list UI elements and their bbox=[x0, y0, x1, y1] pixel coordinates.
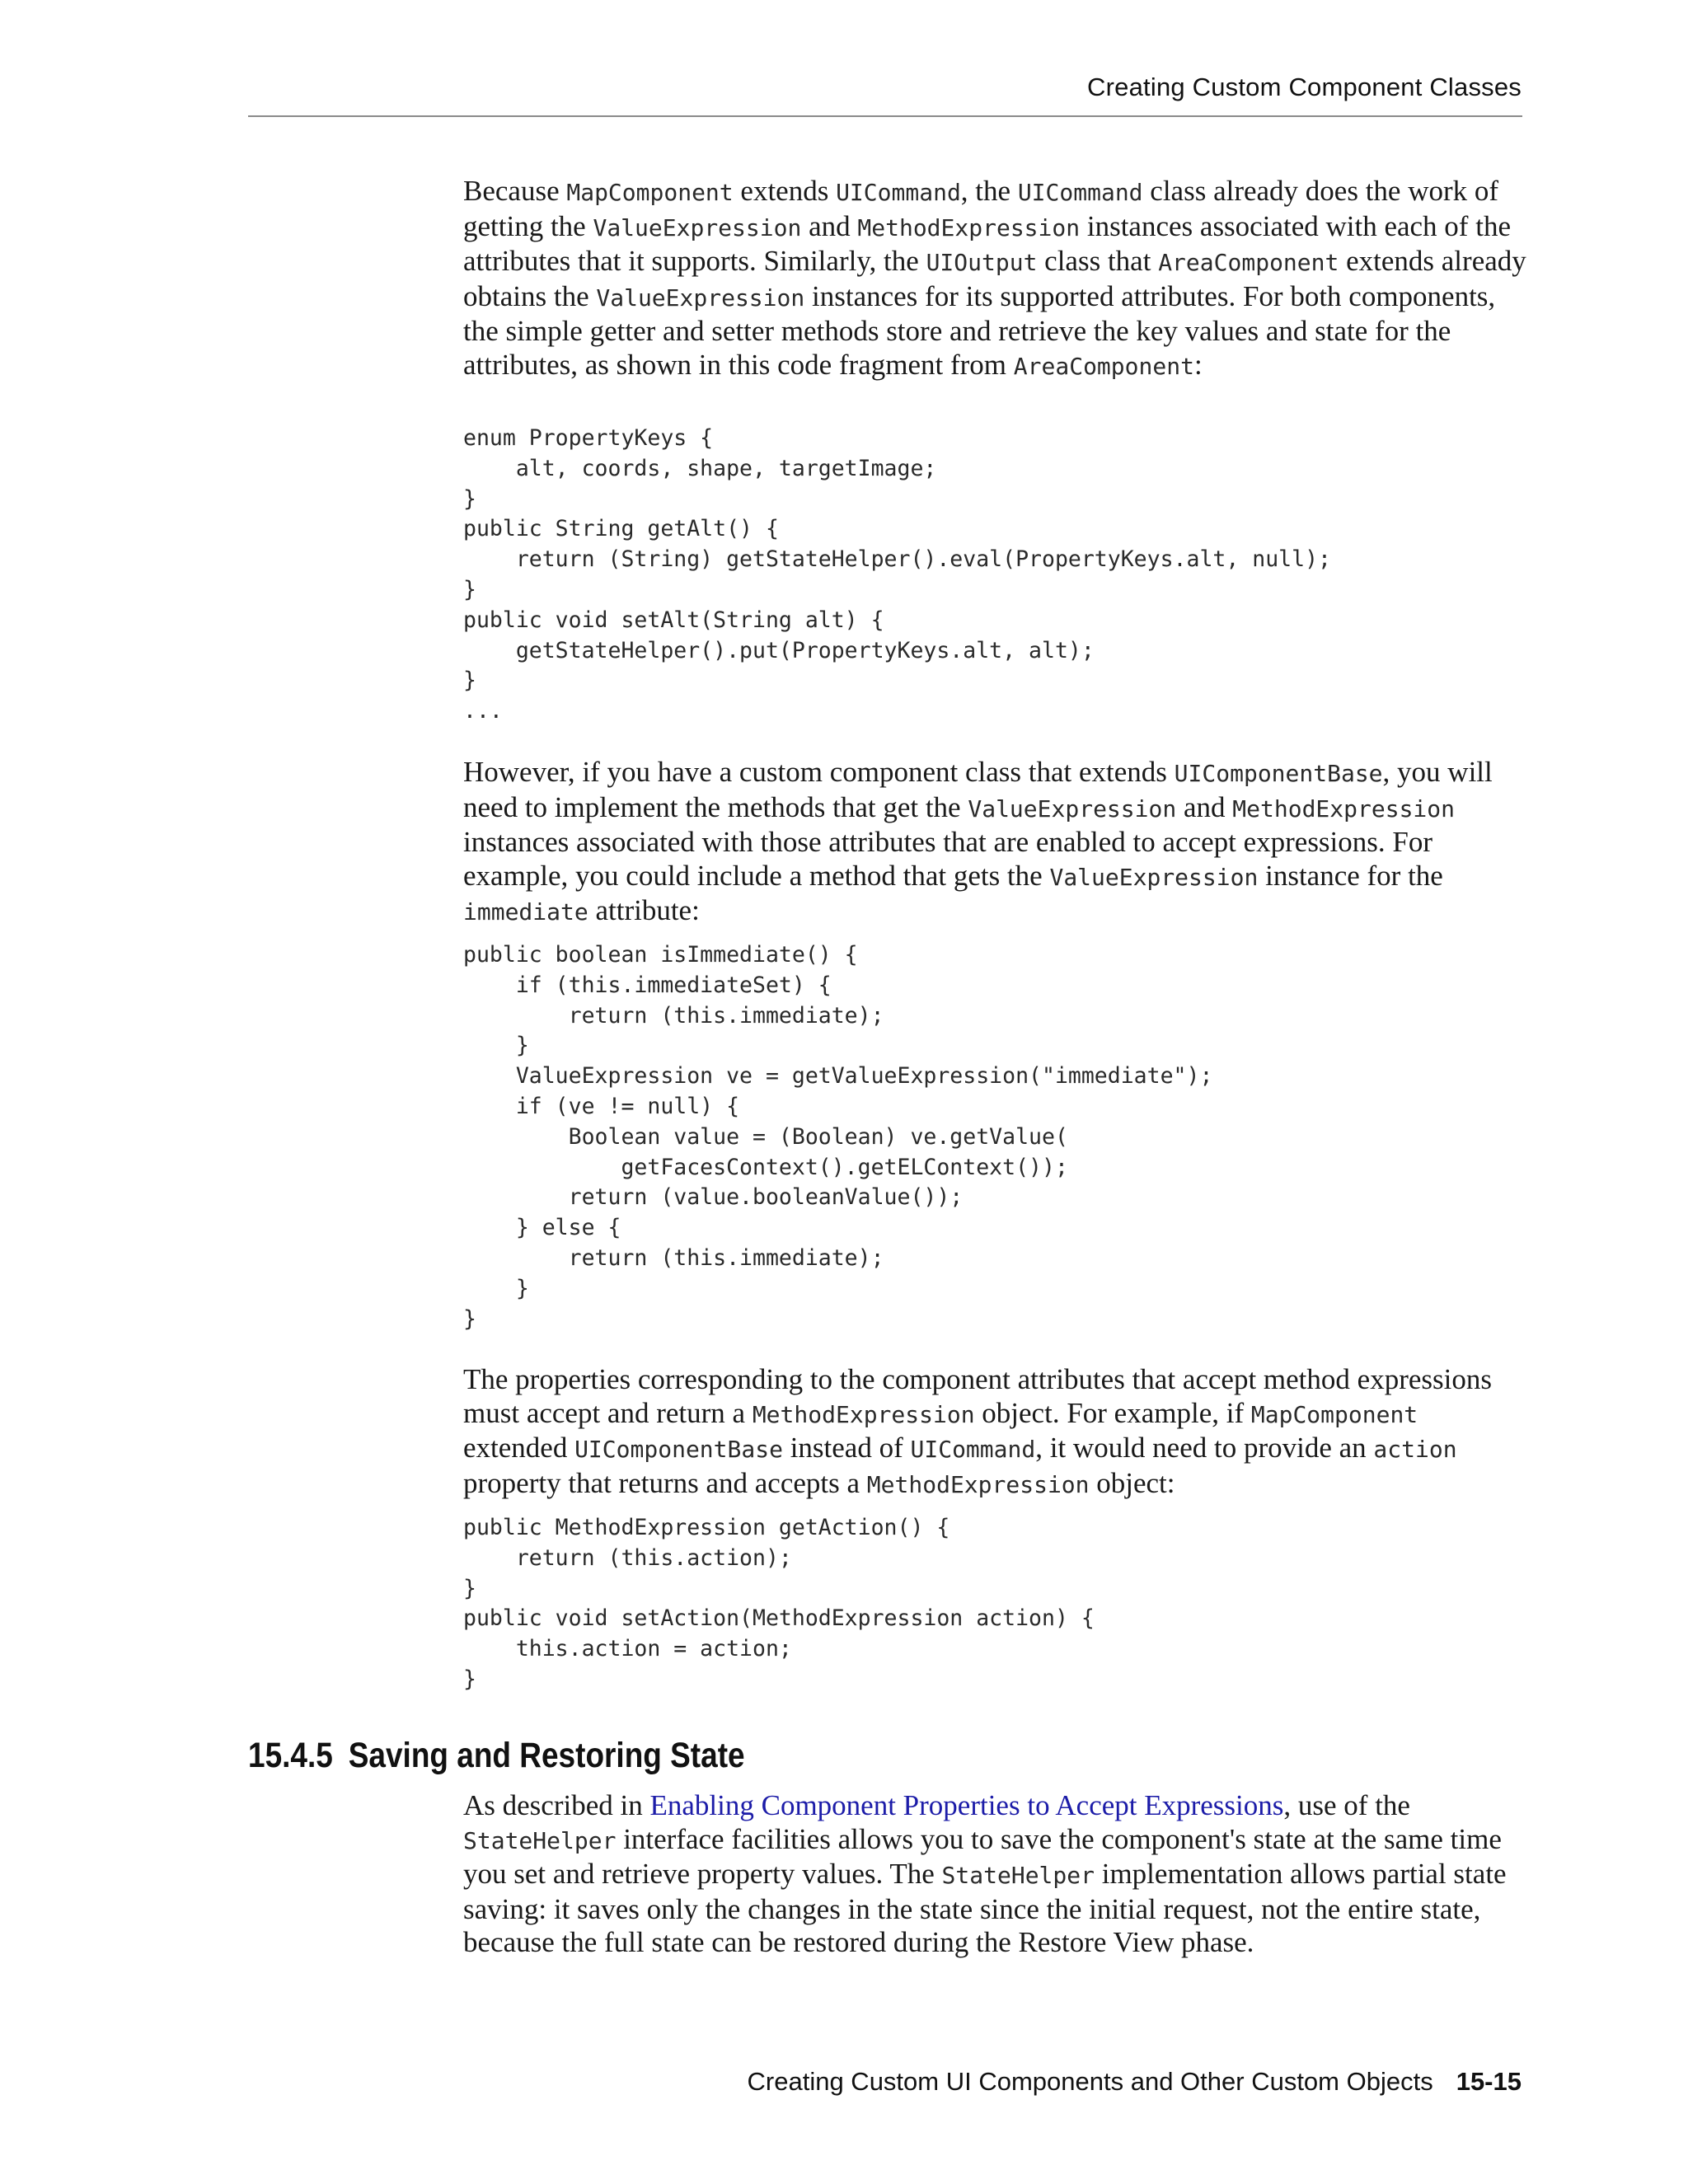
section-title: Saving and Restoring State bbox=[348, 1736, 745, 1775]
text-run: attribute: bbox=[588, 894, 700, 926]
inline-code: MethodExpression bbox=[857, 213, 1081, 241]
inline-code: AreaComponent bbox=[1013, 352, 1194, 380]
text-run: extended bbox=[463, 1432, 575, 1464]
text-run: instances associated with those attributes that are enabled to accept expressions. For example, you could include a method that gets the bbox=[463, 826, 1433, 892]
inline-code: UIOutput bbox=[926, 249, 1038, 276]
inline-code: MethodExpression bbox=[752, 1400, 975, 1428]
text-run: , the bbox=[960, 175, 1018, 207]
text-run: and bbox=[801, 209, 858, 242]
inline-code: UIComponentBase bbox=[574, 1436, 783, 1463]
page-footer bbox=[748, 2067, 1522, 2097]
text-run: extends already obtains the bbox=[463, 245, 1526, 312]
body-paragraph-2 bbox=[463, 756, 1526, 930]
inline-code: UIComponentBase bbox=[1174, 760, 1383, 787]
text-run: , use of the bbox=[1283, 1789, 1410, 1821]
header-divider bbox=[248, 115, 1522, 117]
section-number: 15.4.5 bbox=[248, 1736, 333, 1775]
inline-code: UICommand bbox=[1017, 179, 1143, 206]
inline-code: UICommand bbox=[910, 1436, 1036, 1463]
text-run: instances associated with each of the attributes that it supports. Similarly, the bbox=[463, 209, 1511, 277]
inline-code: ValueExpression bbox=[593, 213, 802, 241]
inline-code: ValueExpression bbox=[596, 284, 805, 312]
inline-code: MethodExpression bbox=[1232, 794, 1455, 823]
text-run: instances for its supported attributes. For both components, the simple getter and setter methods store and retrieve the key values and state for the attributes, as shown in this code fragment from bbox=[463, 279, 1496, 381]
inline-code: immediate bbox=[463, 898, 588, 926]
page-number: 15-15 bbox=[1456, 2067, 1522, 2096]
text-run: class that bbox=[1037, 245, 1159, 277]
text-run: object: bbox=[1089, 1466, 1175, 1499]
inline-code: ValueExpression bbox=[1049, 863, 1259, 891]
inline-code: MethodExpression bbox=[866, 1470, 1090, 1498]
inline-code: StateHelper bbox=[941, 1862, 1095, 1889]
text-run: As described in bbox=[463, 1789, 650, 1821]
body-paragraph-4 bbox=[463, 1789, 1526, 1960]
inline-code: StateHelper bbox=[463, 1826, 617, 1854]
inline-code: ValueExpression bbox=[968, 794, 1177, 823]
text-run: implementation allows partial state saving: it saves only the changes in the state since the initial request, not the entire state, because the full state can be restored during the Restore View phase. bbox=[463, 1858, 1507, 1958]
text-run: class already does the work of getting the bbox=[463, 175, 1499, 242]
text-run: , you will need to implement the methods that get the bbox=[463, 756, 1493, 823]
text-run: However, if you have a custom component class that extends bbox=[463, 756, 1175, 788]
text-run: instead of bbox=[782, 1432, 911, 1464]
inline-code: UICommand bbox=[836, 179, 961, 206]
text-run: The properties corresponding to the component attributes that accept method expressions must accept and return a bbox=[463, 1363, 1492, 1429]
cross-reference-link[interactable]: Enabling Component Properties to Accept Expressions bbox=[649, 1789, 1284, 1821]
text-run: and bbox=[1176, 790, 1233, 823]
inline-code: action bbox=[1373, 1436, 1457, 1463]
body-paragraph-3 bbox=[463, 1363, 1526, 1502]
section-heading bbox=[248, 1736, 745, 1776]
code-block-get-set-action: public MethodExpression getAction() { return (this.action); } public void setAction(MethodExpression action) { this.action = action; } bbox=[463, 1515, 1095, 1692]
footer-book-title: Creating Custom UI Components and Other Custom Objects bbox=[747, 2067, 1433, 2096]
text-run: property that returns and accepts a bbox=[463, 1466, 867, 1499]
inline-code: MapComponent bbox=[566, 179, 734, 206]
text-run: , it would need to provide an bbox=[1035, 1432, 1374, 1464]
inline-code: MapComponent bbox=[1250, 1400, 1418, 1428]
text-run: Because bbox=[463, 175, 567, 207]
text-run: interface facilities allows you to save the component's state at the same time you set and retrieve property values. The bbox=[463, 1822, 1502, 1890]
code-block-is-immediate: public boolean isImmediate() { if (this.immediateSet) { return (this.immediate); } ValueExpression ve = getValueExpression("immediate"); if (ve != null) { Boolean value = (Boolean) ve.getValue( getFacesContext().getELContext()); return (value.booleanValue()); } else { return (this.immediate); } } bbox=[463, 942, 1213, 1332]
body-paragraph-1 bbox=[463, 175, 1526, 383]
text-run: extends bbox=[733, 175, 837, 207]
text-run: : bbox=[1193, 348, 1203, 381]
text-run: instance for the bbox=[1258, 859, 1443, 892]
code-block-property-keys: enum PropertyKeys { alt, coords, shape, targetImage; } public String getAlt() { return (String) getStateHelper().eval(PropertyKeys.alt, null); } public void setAlt(String alt) { getStateHelper().put(PropertyKeys.alt, alt); } ... bbox=[463, 425, 1331, 724]
inline-code: AreaComponent bbox=[1158, 249, 1339, 276]
text-run: object. For example, if bbox=[974, 1396, 1251, 1429]
running-header: Creating Custom Component Classes bbox=[1087, 73, 1522, 101]
